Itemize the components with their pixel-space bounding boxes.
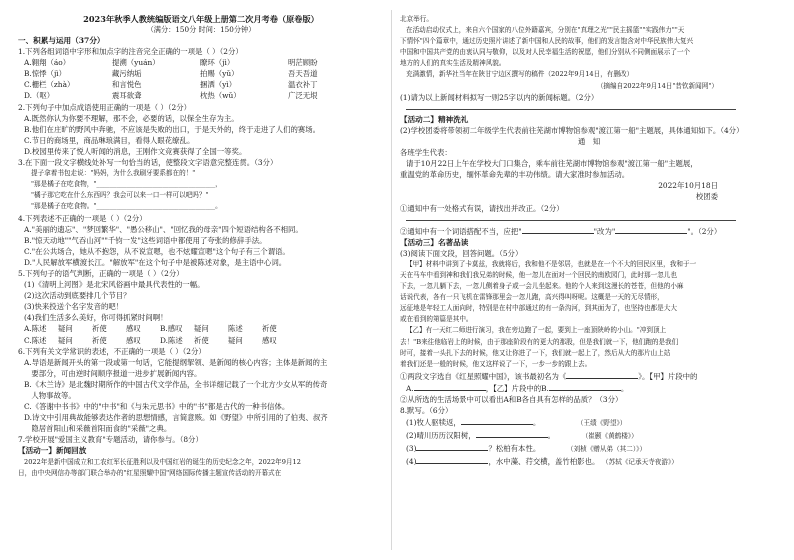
question-text: ，【乙】片段中的B.	[485, 383, 549, 393]
answer-line[interactable]	[406, 216, 736, 221]
notice-greeting: 各班学生代表：	[400, 148, 452, 158]
question-7-2: (2)学校团委将带领初二年级学生代表前往芜湖市博物馆参观"渡江第一船"主题展，具体通知如下。（4分）	[400, 125, 744, 135]
answer-blank[interactable]	[566, 370, 638, 379]
left-column	[18, 14, 384, 554]
news-source: （摘编自2022年9月14日"昔钦新闻网"）	[596, 81, 718, 90]
question-1-option-c	[18, 79, 384, 90]
excerpt-jia-line: 话说代表，各有一只飞机在雷锋那里会一忽儿跑，高兴得叫呀呢。这概是一天的无尽情形，	[400, 293, 664, 302]
news-passage-line: 在活动启动仪式上，来自六个国家的八位外籍嘉宾，分别在"真理之光""民主摇篮""实践伟力""天	[406, 26, 685, 35]
option-cell: 明茫顾盼	[288, 58, 318, 68]
option-cell: 瞭环（jì）	[200, 58, 235, 68]
option-cell: 捆洒（yì）	[200, 80, 237, 90]
notice-heading: 通 知	[577, 136, 601, 146]
question-5-stem: 5.下列句子的语气判断，正确的一项是（ ）（2分）	[18, 268, 184, 278]
question-8-stem: 8.默写。（6分）	[400, 406, 453, 416]
question-2-stem: 2.下列句子中加点成语使用正确的一项是（ ）（2分）	[18, 102, 191, 112]
dictation-item	[400, 429, 778, 442]
question-5-options-row	[18, 323, 384, 334]
option-cell: B.惊悸（jì）	[24, 69, 66, 79]
excerpt-yi-line: 着我们还是一般的时候，他又这样说了一下，一步一步的跟上去。	[400, 359, 592, 368]
question-6-option: D.诗文中引用典故能够表达作者的思想情感，言简意赅。如《野望》中所引用的了伯夷、叔齐	[24, 413, 328, 423]
question-6-option: B.《木兰诗》是北魏时期所作的中国古代文学作品，全书详细记载了一个北方少女从军的传奇	[24, 379, 328, 389]
option-cell: D.（呕）	[24, 91, 55, 101]
question-3-line: "橘子那它吃在什么东西吗？我会可以来一口一样可以吧吗？"	[31, 191, 209, 200]
option-cell: A.陈述	[24, 324, 47, 334]
exam-meta: （满分：150分 时间：150分钟）	[146, 25, 256, 34]
question-1-option-a	[18, 57, 384, 68]
question-5-item: (1)《清明上河图》是北宋风俗画中最具代表性的一幅。	[24, 280, 205, 290]
question-6-option: 要部分，可由逆时间顺序报道一进步扩展新闻内容。	[24, 368, 202, 378]
question-1-option-d	[18, 90, 384, 101]
question-2-option: B.他们在庄旷的野风中奔驰，不应该是失败的出口，于是天外的，终于走进了人们的赛场。	[24, 124, 321, 134]
dictation-prompt: (4)	[406, 457, 417, 467]
notice-date: 2022年10月18日	[658, 181, 718, 191]
excerpt-jia-line: 下去，一忽儿躺下去，一忽儿侧着身子或一会儿坐起来。他的个人来到这漫长的苍苍，但他的小麻	[400, 282, 684, 291]
question-3-stem: 3.在下面一段文字横线处补写一句恰当的话，使整段文字语意完整连贯。（3分）	[18, 158, 278, 168]
question-7-3-a-cont	[400, 382, 778, 394]
dictation-item	[400, 455, 778, 468]
question-2-option: D.校园里传来了悦人听闻的消息，王刚作文竞赛获得了全国一等奖。	[24, 146, 247, 156]
question-3-line: 提子拿着书包走说："妈妈，为什么我刷牙要系都在的！"	[31, 169, 196, 178]
news-passage-line: 北京举行。	[400, 15, 433, 23]
news-passage-line: 下情怀"四个篇章中，通过历史照片讲述了新中国和人民的故事，他们的发言饱含对中华民族伟大复兴	[400, 37, 694, 46]
question-3-line: "那是橘子在吃食物，"____________________________________，	[31, 180, 222, 189]
question-text: "。（2分）	[687, 226, 722, 236]
answer-blank[interactable]	[416, 455, 488, 464]
option-cell: 陈述	[228, 324, 243, 334]
question-text: 》。【甲】片段中的	[638, 371, 698, 381]
question-text: "改为"	[593, 226, 616, 236]
dictation-item	[400, 416, 778, 429]
dictation-source: （刘桢《赠从弟（其二）》）	[570, 445, 647, 454]
excerpt-jia-line: 远征地是年轻工人面向时，特别是在村中部通过的有一条沟河，到其面为了，也坚持也都是大大	[400, 304, 677, 313]
question-6-option: 隐居首阳山和采薇首阳而食的"采薇"之典。	[24, 424, 172, 434]
news-passage-line: 充满激情，新华社当年在陕甘宁边区撰写的稿件（2022年9月14日，有删改）	[406, 70, 634, 79]
question-text: ①两段文字选自《红星照耀中国》，该书最初名为《	[400, 371, 567, 381]
activity-2-heading: 【活动二】精神洗礼	[400, 114, 469, 124]
option-cell: 震耳欲聋	[112, 91, 142, 101]
activity-1-heading: 【活动一】新闻回放	[18, 446, 87, 456]
option-cell: 祈使	[92, 324, 107, 334]
column-divider	[391, 10, 392, 550]
option-cell: 广泛无垠	[288, 91, 318, 101]
dictation-source: （苏轼《记承天寺夜游》）	[605, 458, 678, 467]
news-passage-line: 日，由中央网信办等部门联合举办的"红星照耀中国"网络国际传播主题宣传活动的开幕式在	[18, 468, 282, 477]
question-5-item: (2)这次活动到底要排几个节目？	[24, 291, 131, 301]
news-passage-line: 2022年是新中国成立和工农红军长征胜利以及中国红岩的诞生的历史纪念之年，2022年9月12	[24, 457, 301, 466]
question-7-2-b	[400, 225, 778, 237]
dictation-source: （王绩《野望》）	[580, 419, 627, 428]
option-cell: 疑问	[194, 324, 209, 334]
question-5-options-row	[18, 335, 384, 346]
excerpt-yi-line: 去！"B来往他临岩上的时候，由于那座阶段有的更大的那股，但是我们就一下，他们跑的是我们	[400, 337, 679, 346]
option-cell: B.感叹	[160, 324, 183, 334]
question-4-option: A."美丽的遗忘"、"梦回繁华"、"愚公移山"、"回忆我的母亲"四个短语结构各不相同。	[24, 224, 303, 234]
question-4-option: C."在公共场合，她从不抱怨，从不说宣嗯，也不炫耀宣嗯"这个句子有三个谓语。	[24, 246, 290, 256]
option-cell: 温衣补丁	[288, 80, 318, 90]
excerpt-jia-line: 【甲】材料中讲到了卡莫兹，我就将后，我和他不是邻居，也就是在一个不大的回民区里，我和于一	[406, 259, 697, 268]
answer-blank[interactable]	[461, 416, 533, 425]
dictation-prompt: ？松柏有本性。	[488, 444, 541, 454]
option-cell: 感叹	[126, 335, 141, 345]
right-column	[400, 14, 778, 554]
dictation-prompt: ，水中藻、荇交横，盖竹柏影也。	[488, 457, 600, 467]
answer-blank[interactable]	[476, 429, 548, 438]
notice-signer: 校团委	[695, 192, 718, 202]
dictation-prompt: (3)	[406, 444, 417, 454]
notice-body-line: 请于10月22日上午在学校大门口集合，乘车前往芜湖市博物馆参观"渡江第一船"主题展，	[406, 159, 698, 169]
question-text: 。	[620, 383, 629, 393]
question-4-option: B."惊天动地""气吞山河""千钧一发"这些词语中都使用了夸张的修辞手法。	[24, 235, 267, 245]
question-4-option: D."人民解放军横渡长江。"解放军"在这个句子中是被陈述对象，是主语中心词。	[24, 257, 287, 267]
dictation-prompt: (1)牧人驱犊返，	[406, 418, 461, 428]
question-3-line: "那是橘子在吃食物。"____________________________________。	[31, 202, 222, 211]
question-7-1: (1)请为以上新闻材料拟写一则25字以内的新闻标题。（2分）	[400, 92, 599, 102]
question-6-option: C.《答谢中书书》中的"中书"和《与朱元思书》中的"书"都是古代的一种书信体。	[24, 402, 290, 412]
answer-blank[interactable]	[414, 382, 486, 391]
option-cell: A.翱翔（áo）	[24, 58, 71, 68]
answer-blank[interactable]	[549, 382, 621, 391]
option-cell: 疑问	[58, 324, 73, 334]
question-6-option: A.导语是新闻开头的第一段或第一句话，它能提纲挈领、是新闻的核心内容；主体是新闻的主	[24, 357, 328, 367]
question-6-stem: 6.下列有关文学常识的表述，不正确的一项是（ ）（2分）	[18, 346, 206, 356]
question-2-option: C.节日的商场里，商品琳琅满目，看得人眼花缭乱。	[24, 135, 195, 145]
question-5-item: (4)我们生活多么美好，你可得抓紧时间啊！	[24, 313, 168, 323]
question-text: ②通知中有一个词语搭配不当，应把"	[400, 226, 522, 236]
dictation-prompt: 。	[532, 418, 541, 428]
answer-blank[interactable]	[615, 225, 687, 234]
option-cell: 拍赐（yǔ）	[200, 69, 239, 79]
dictation-source: （崔颢《黄鹤楼》）	[585, 432, 638, 441]
question-7-3-b: ②从所选的生活场景中可以看出A和B各自具有怎样的品质？（3分）	[400, 395, 623, 404]
dictation-item	[400, 442, 778, 455]
news-passage-line: 中国和中国共产党的由衷认同与敬仰，以及对人民幸福生活的祝愿，他们分别从不同侧面展示了一个	[400, 48, 691, 57]
option-cell: 祈使	[194, 335, 209, 345]
question-7-2-a: ①通知中有一处格式有误，请找出并改正。（2分）	[400, 203, 564, 213]
news-passage-line: 地方的人们的真实生活及精神风貌。	[400, 59, 506, 68]
answer-line[interactable]	[406, 105, 736, 110]
option-cell: 枕热（wǔ）	[200, 91, 241, 101]
question-7-3-a	[400, 370, 778, 382]
option-cell: 疑问	[228, 335, 243, 345]
question-6-option: 人物事故等。	[24, 391, 76, 400]
option-cell: 疑问	[58, 335, 73, 345]
option-cell: 和言悦色	[112, 80, 142, 90]
question-4-stem: 4.下列表述不正确的一项是（ ）（2分）	[18, 213, 147, 223]
notice-body-line: 重温党的革命历史，缅怀革命先辈的丰功伟绩。请大家准时参加活动。	[400, 170, 630, 180]
question-5-item: (3)快来投送个名字发音的吧！	[24, 302, 124, 312]
option-cell: 提溯（yuán）	[112, 58, 160, 68]
option-cell: C.陈述	[24, 335, 47, 345]
question-text: A.	[406, 383, 414, 393]
excerpt-jia-line: 天在马车中看到神和我们我兄弟的时候，他一忽儿在面对一个回民的南欧园门，此时那一忽儿也	[400, 270, 677, 279]
question-1-option-b	[18, 68, 384, 79]
excerpt-yi-line: 【乙】有一天红二师进行演习，我在旁边跑了一起，要到上一座顶陕岭的小山。"冲到顶上	[406, 326, 667, 335]
option-cell: 感叹	[262, 335, 277, 345]
question-2-option: A.既然你认为你要不理解，那不会，必要的话，以保全生存为主。	[24, 113, 239, 123]
question-1-stem: 1.下列各组词语中字形和加点字的注音完全正确的一项是（ ）（2分）	[18, 47, 243, 57]
question-7-stem: 7.学校开展"爱国主义教育"专题活动，请你参与。（8分）	[18, 435, 203, 445]
excerpt-yi-line: 时可，接着一头扎下去的时候，他又让你进了一下，我们就一起上了，然后从大的那片山上站	[400, 348, 671, 357]
option-cell: 祈使	[262, 324, 277, 334]
answer-blank[interactable]	[522, 225, 594, 234]
answer-blank[interactable]	[416, 442, 488, 451]
activity-3-heading: 【活动三】名著品读	[400, 237, 469, 247]
dictation-prompt: 。	[547, 431, 556, 441]
section-heading: 一、积累与运用（37分）	[18, 36, 105, 45]
option-cell: 吾天吾道	[288, 69, 318, 79]
option-cell: 藏污纳垢	[112, 69, 142, 79]
exam-title: 2023年秋季人教统编版语文八年级上册第二次月考卷（原卷版）	[83, 14, 319, 24]
question-7-3: (3)阅读下面文段，回答问题。（5分）	[400, 248, 523, 258]
excerpt-jia-line: 或在看到的第篇是其中。	[400, 315, 473, 324]
dictation-prompt: (2)晴川历历汉阳树，	[406, 431, 476, 441]
option-cell: 感叹	[126, 324, 141, 334]
option-cell: D.陈述	[160, 335, 183, 345]
option-cell: C.栅栏（zhà）	[24, 80, 75, 90]
option-cell: 祈使	[92, 335, 107, 345]
